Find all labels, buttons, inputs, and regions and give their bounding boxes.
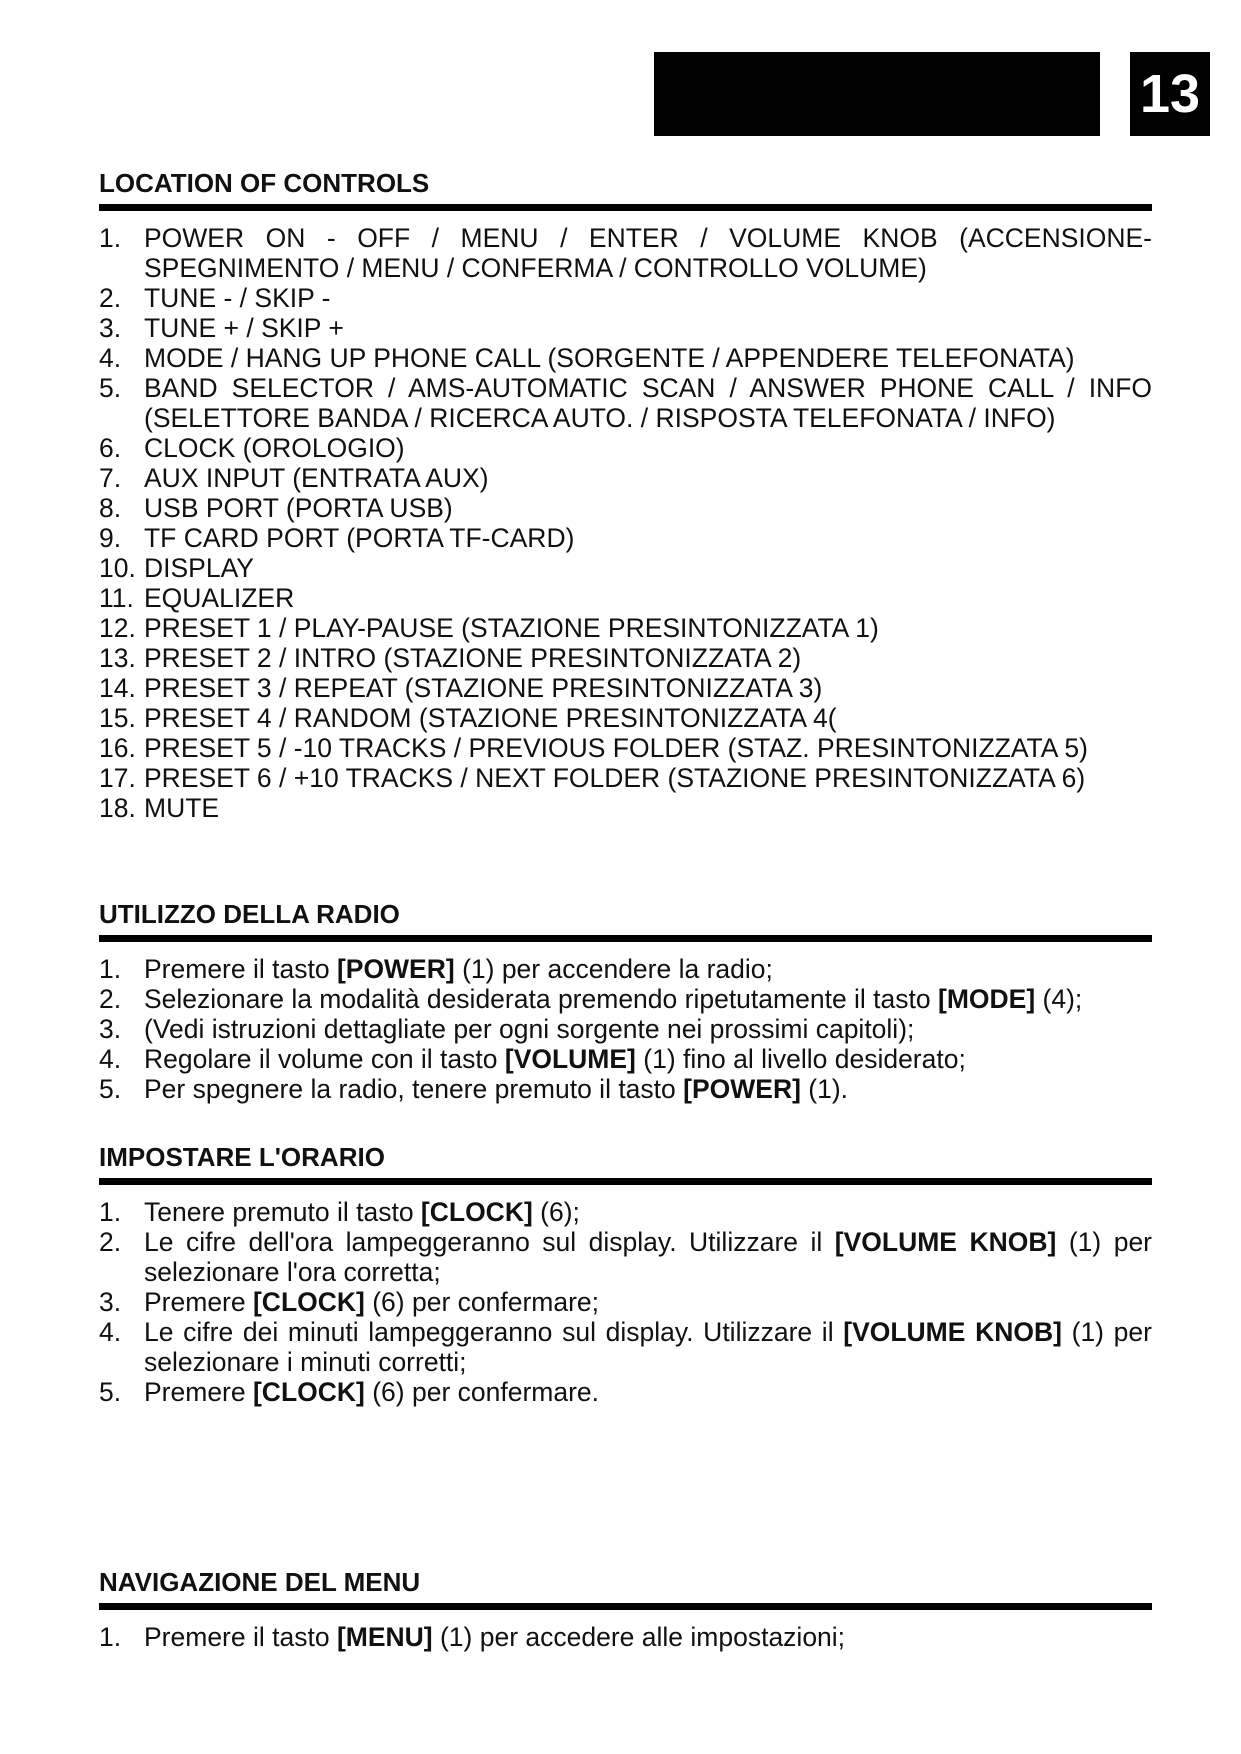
list-item [99,984,1152,1014]
list-item [99,1227,1152,1287]
section-impostare-orario [99,1142,1152,1407]
item-text: (Vedi istruzioni dettagliate per ogni sorgente nei prossimi capitoli); [144,1014,915,1044]
item-text: POWER ON - OFF / MENU / ENTER / VOLUME KNOB (ACCENSIONE-SPEGNIMENTO / MENU / CONFERMA / CONTROLLO VOLUME) [144,223,1152,283]
item-text: PRESET 5 / -10 TRACKS / PREVIOUS FOLDER (STAZ. PRESINTONIZZATA 5) [144,733,1088,763]
item-text: PRESET 1 / PLAY-PAUSE (STAZIONE PRESINTONIZZATA 1) [144,613,879,643]
item-number: 1. [99,954,122,984]
item-text: TUNE - / SKIP - [144,283,331,313]
key-label: [VOLUME] [504,1044,636,1074]
list-item [99,673,1152,703]
section-navigazione-menu [99,1567,1152,1652]
item-number: 2. [99,283,122,313]
item-number: 17. [99,763,136,793]
item-number: 3. [99,313,122,343]
item-text: Premere il tasto [POWER] (1) per accendere la radio; [144,954,773,984]
item-text: Le cifre dell'ora lampeggeranno sul display. Utilizzare il [VOLUME KNOB] (1) per selezionare l'ora corretta; [144,1227,1153,1287]
section-location-of-controls [99,168,1152,823]
item-number: 14. [99,673,136,703]
key-label: [VOLUME KNOB] [843,1317,1062,1347]
page-number: 13 [1130,52,1210,136]
list-item [99,1622,1152,1652]
list-item [99,523,1152,553]
list-item [99,703,1152,733]
item-text: TUNE + / SKIP + [144,313,344,343]
list-item [99,643,1152,673]
item-number: 3. [99,1287,122,1317]
section-title: IMPOSTARE L'ORARIO [99,1142,385,1172]
list-item [99,553,1152,583]
key-label: [POWER] [683,1074,801,1104]
item-text: CLOCK (OROLOGIO) [144,433,405,463]
key-label: [CLOCK] [252,1377,365,1407]
item-number: 5. [99,1074,122,1104]
section-rule [99,935,1152,942]
list-item [99,1197,1152,1227]
key-label: [CLOCK] [420,1197,533,1227]
item-text: MODE / HANG UP PHONE CALL (SORGENTE / APPENDERE TELEFONATA) [144,343,1075,373]
section-title: LOCATION OF CONTROLS [99,168,430,198]
item-number: 5. [99,1377,122,1407]
key-label: [VOLUME KNOB] [834,1227,1057,1257]
item-number: 2. [99,984,122,1014]
item-number: 1. [99,1622,122,1652]
item-number: 12. [99,613,136,643]
list-item [99,1044,1152,1074]
item-number: 2. [99,1227,122,1257]
item-text: AUX INPUT (ENTRATA AUX) [144,463,489,493]
item-number: 11. [99,583,134,613]
section-title: NAVIGAZIONE DEL MENU [99,1567,421,1597]
list-item [99,343,1152,373]
list-item [99,223,1152,283]
list-item [99,373,1152,433]
item-number: 5. [99,373,122,403]
item-text: BAND SELECTOR / AMS-AUTOMATIC SCAN / ANSWER PHONE CALL / INFO (SELETTORE BANDA / RICERCA AUTO. / RISPOSTA TELEFONATA / INFO) [144,373,1152,433]
section-rule [99,1178,1152,1185]
list-item [99,463,1152,493]
item-text: Premere il tasto [MENU] (1) per accedere alle impostazioni; [144,1622,846,1652]
list-item [99,954,1152,984]
item-number: 16. [99,733,136,763]
item-text: PRESET 6 / +10 TRACKS / NEXT FOLDER (STAZIONE PRESINTONIZZATA 6) [144,763,1086,793]
item-number: 9. [99,523,122,553]
list-item [99,1074,1152,1104]
header-black-bar [654,52,1100,136]
item-number: 10. [99,553,136,583]
section-title: UTILIZZO DELLA RADIO [99,899,400,929]
list-item [99,283,1152,313]
section-rule [99,204,1152,211]
key-label: [MODE] [938,984,1036,1014]
item-text: DISPLAY [144,553,254,583]
instructions-list [99,1197,1152,1407]
list-item [99,583,1152,613]
list-item [99,733,1152,763]
item-text: Le cifre dei minuti lampeggeranno sul display. Utilizzare il [VOLUME KNOB] (1) per selezionare i minuti corretti; [144,1317,1152,1377]
item-number: 8. [99,493,122,523]
item-text: Per spegnere la radio, tenere premuto il tasto [POWER] (1). [144,1074,849,1104]
section-utilizzo-radio [99,899,1152,1104]
item-number: 1. [99,223,122,253]
item-text: PRESET 3 / REPEAT (STAZIONE PRESINTONIZZATA 3) [144,673,823,703]
section-rule [99,1603,1152,1610]
item-number: 13. [99,643,136,673]
list-item [99,613,1152,643]
item-number: 1. [99,1197,122,1227]
item-number: 4. [99,343,122,373]
item-number: 18. [99,793,136,823]
instructions-list [99,1622,1152,1652]
item-number: 15. [99,703,136,733]
list-item [99,1014,1152,1044]
item-text: Premere [CLOCK] (6) per confermare; [144,1287,600,1317]
item-text: PRESET 2 / INTRO (STAZIONE PRESINTONIZZATA 2) [144,643,802,673]
item-number: 4. [99,1317,122,1347]
item-number: 3. [99,1014,122,1044]
instructions-list [99,954,1152,1104]
list-item [99,1317,1152,1377]
key-label: [CLOCK] [252,1287,365,1317]
item-text: Tenere premuto il tasto [CLOCK] (6); [144,1197,580,1227]
list-item [99,433,1152,463]
key-label: [MENU] [336,1622,433,1652]
item-text: PRESET 4 / RANDOM (STAZIONE PRESINTONIZZATA 4( [144,703,837,733]
item-text: Premere [CLOCK] (6) per confermare. [144,1377,600,1407]
list-item [99,793,1152,823]
item-text: EQUALIZER [144,583,295,613]
list-item [99,1377,1152,1407]
list-item [99,313,1152,343]
item-number: 4. [99,1044,122,1074]
list-item [99,1287,1152,1317]
item-text: Selezionare la modalità desiderata premendo ripetutamente il tasto [MODE] (4); [144,984,1083,1014]
list-item [99,493,1152,523]
item-text: MUTE [144,793,220,823]
item-number: 6. [99,433,122,463]
controls-list [99,223,1152,823]
item-text: TF CARD PORT (PORTA TF-CARD) [144,523,575,553]
item-text: USB PORT (PORTA USB) [144,493,453,523]
item-number: 7. [99,463,122,493]
key-label: [POWER] [336,954,455,984]
item-text: Regolare il volume con il tasto [VOLUME] (1) fino al livello desiderato; [144,1044,966,1074]
list-item [99,763,1152,793]
